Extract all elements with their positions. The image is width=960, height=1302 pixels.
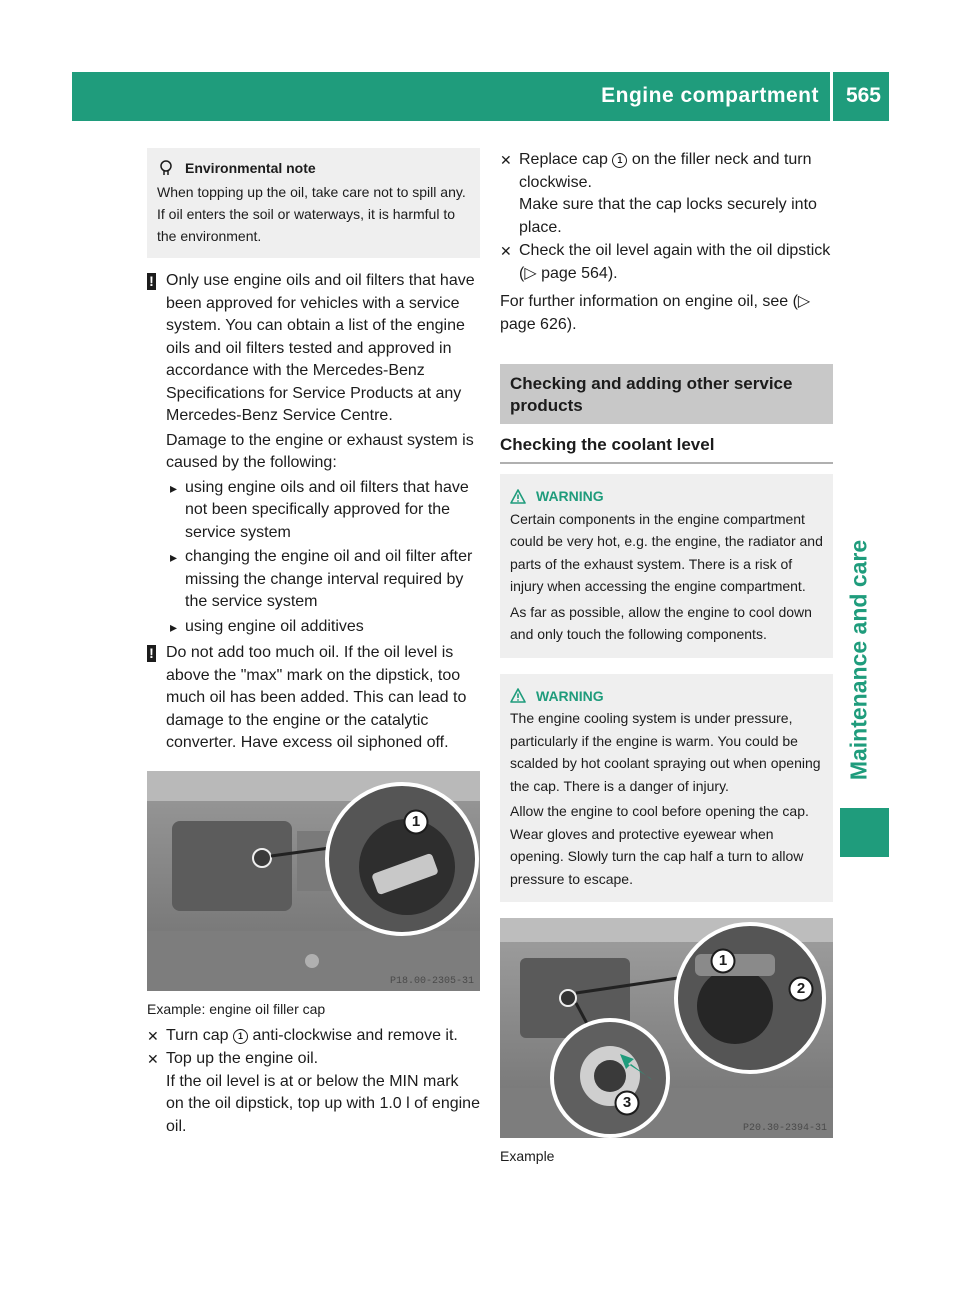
page-number: 565	[845, 84, 881, 107]
warning-hot-components	[500, 474, 833, 658]
bullet-icon: ▸	[170, 549, 178, 565]
notice-oil-overfill	[147, 642, 480, 755]
header-divider	[830, 72, 833, 121]
side-tab-label: Maintenance and care	[845, 539, 872, 781]
exclamation-icon: !	[147, 645, 156, 662]
warning-text: As far as possible, allow the engine to cool down and only touch the following components.	[510, 603, 812, 642]
figure-code: P18.00-2305-31	[389, 975, 474, 987]
callout-label: 1	[411, 812, 421, 830]
warning-triangle-icon	[510, 489, 526, 504]
callout-label: 3	[622, 1094, 632, 1111]
warning-title: WARNING	[536, 687, 604, 704]
number-1-icon: 1	[612, 153, 627, 168]
step-arrow-icon: ✕	[500, 243, 512, 259]
environmental-note-text: When topping up the oil, take care not to spill any. If oil enters the soil or waterways, it is harmful to the environment.	[157, 184, 466, 244]
list-item: ▸ using engine oils and oil filters that have not been specifically approved for the service system	[170, 478, 469, 541]
step-arrow-icon: ✕	[147, 1051, 159, 1067]
lightbulb-icon	[157, 159, 175, 177]
bullet-icon: ▸	[170, 479, 178, 496]
warning-cooling-pressure	[500, 674, 833, 903]
exclamation-icon: !	[147, 273, 156, 290]
list-item: ▸ using engine oil additives	[166, 616, 480, 639]
figure-caption: Example: engine oil filler cap	[147, 1000, 326, 1017]
notice-text: Do not add too much oil. If the oil level is above the "max" mark on the dipstick, too much oil has been added. This can lead to damage to the engine or the catalytic converter. Have excess oil siphoned off.	[166, 644, 467, 751]
notice-text: Only use engine oils and oil filters that have been approved for vehicles with a service system. You can obtain a list of the engine oils and oil filters tested and approved in accordance with the Mercedes-Benz Specifications for Service Products at any Mercedes-Benz Service Centre.	[166, 272, 475, 424]
step-top-up: ✕ Top up the engine oil. If the oil level is at or below the MIN mark on the oil dipstick, top up with 1.0 l of engine oil.	[147, 1050, 480, 1135]
step-arrow-icon: ✕	[147, 1027, 159, 1044]
warning-text: Allow the engine to cool before opening the cap. Wear gloves and protective eyewear when opening. Slowly turn the cap half a turn to allow pressure to escape.	[510, 803, 809, 887]
right-column	[500, 148, 833, 1172]
header-bar	[72, 72, 889, 121]
warning-text: Certain components in the engine compartment could be very hot, e.g. the engine, the radiator and parts of the exhaust system. There is a risk of injury when accessing the engine compartment.	[510, 510, 823, 594]
figure-code: P20.30-2394-31	[742, 1123, 827, 1134]
callout-label: 2	[796, 980, 806, 997]
notice-text: Damage to the engine or exhaust system is caused by the following:	[166, 431, 474, 471]
warning-title: WARNING	[536, 488, 604, 504]
environmental-note-title: Environmental note	[185, 160, 316, 176]
step-check-level: ✕ Check the oil level again with the oil dipstick (▷ page 564).	[500, 242, 831, 282]
further-info: For further information on engine oil, see (▷ page 626).	[500, 293, 811, 333]
coolant-reservoir-photo	[500, 918, 833, 1138]
engine-oil-filler-photo	[147, 771, 480, 991]
callout-label: 1	[718, 952, 728, 969]
engine-bay-illustration	[500, 918, 833, 1138]
environmental-note	[147, 148, 480, 258]
engine-bay-illustration	[147, 771, 480, 991]
left-column	[147, 148, 480, 1139]
list-item: ▸ changing the engine oil and oil filter after missing the change interval required by the service system	[170, 548, 473, 610]
step-replace-cap: ✕ Replace cap 1 on the filler neck and turn clockwise. Make sure that the cap locks securely into place.	[500, 151, 817, 236]
warning-triangle-icon	[510, 688, 526, 703]
page-section-title: Engine compartment	[601, 84, 819, 107]
notice-oil-approval	[147, 270, 480, 638]
bullet-icon: ▸	[170, 618, 178, 635]
step-arrow-icon: ✕	[500, 152, 512, 168]
side-tab-marker	[840, 808, 889, 857]
section-heading: Checking and adding other service products	[500, 364, 833, 424]
sub-heading: Checking the coolant level	[500, 434, 833, 464]
warning-text: The engine cooling system is under pressure, particularly if the engine is warm. You could be scalded by hot coolant spraying out when opening the cap. There is a danger of injury.	[510, 710, 821, 794]
number-1-icon: 1	[233, 1029, 248, 1044]
figure-caption: Example	[500, 1148, 555, 1164]
step-turn-cap: ✕ Turn cap 1 anti-clockwise and remove it.	[147, 1025, 480, 1048]
